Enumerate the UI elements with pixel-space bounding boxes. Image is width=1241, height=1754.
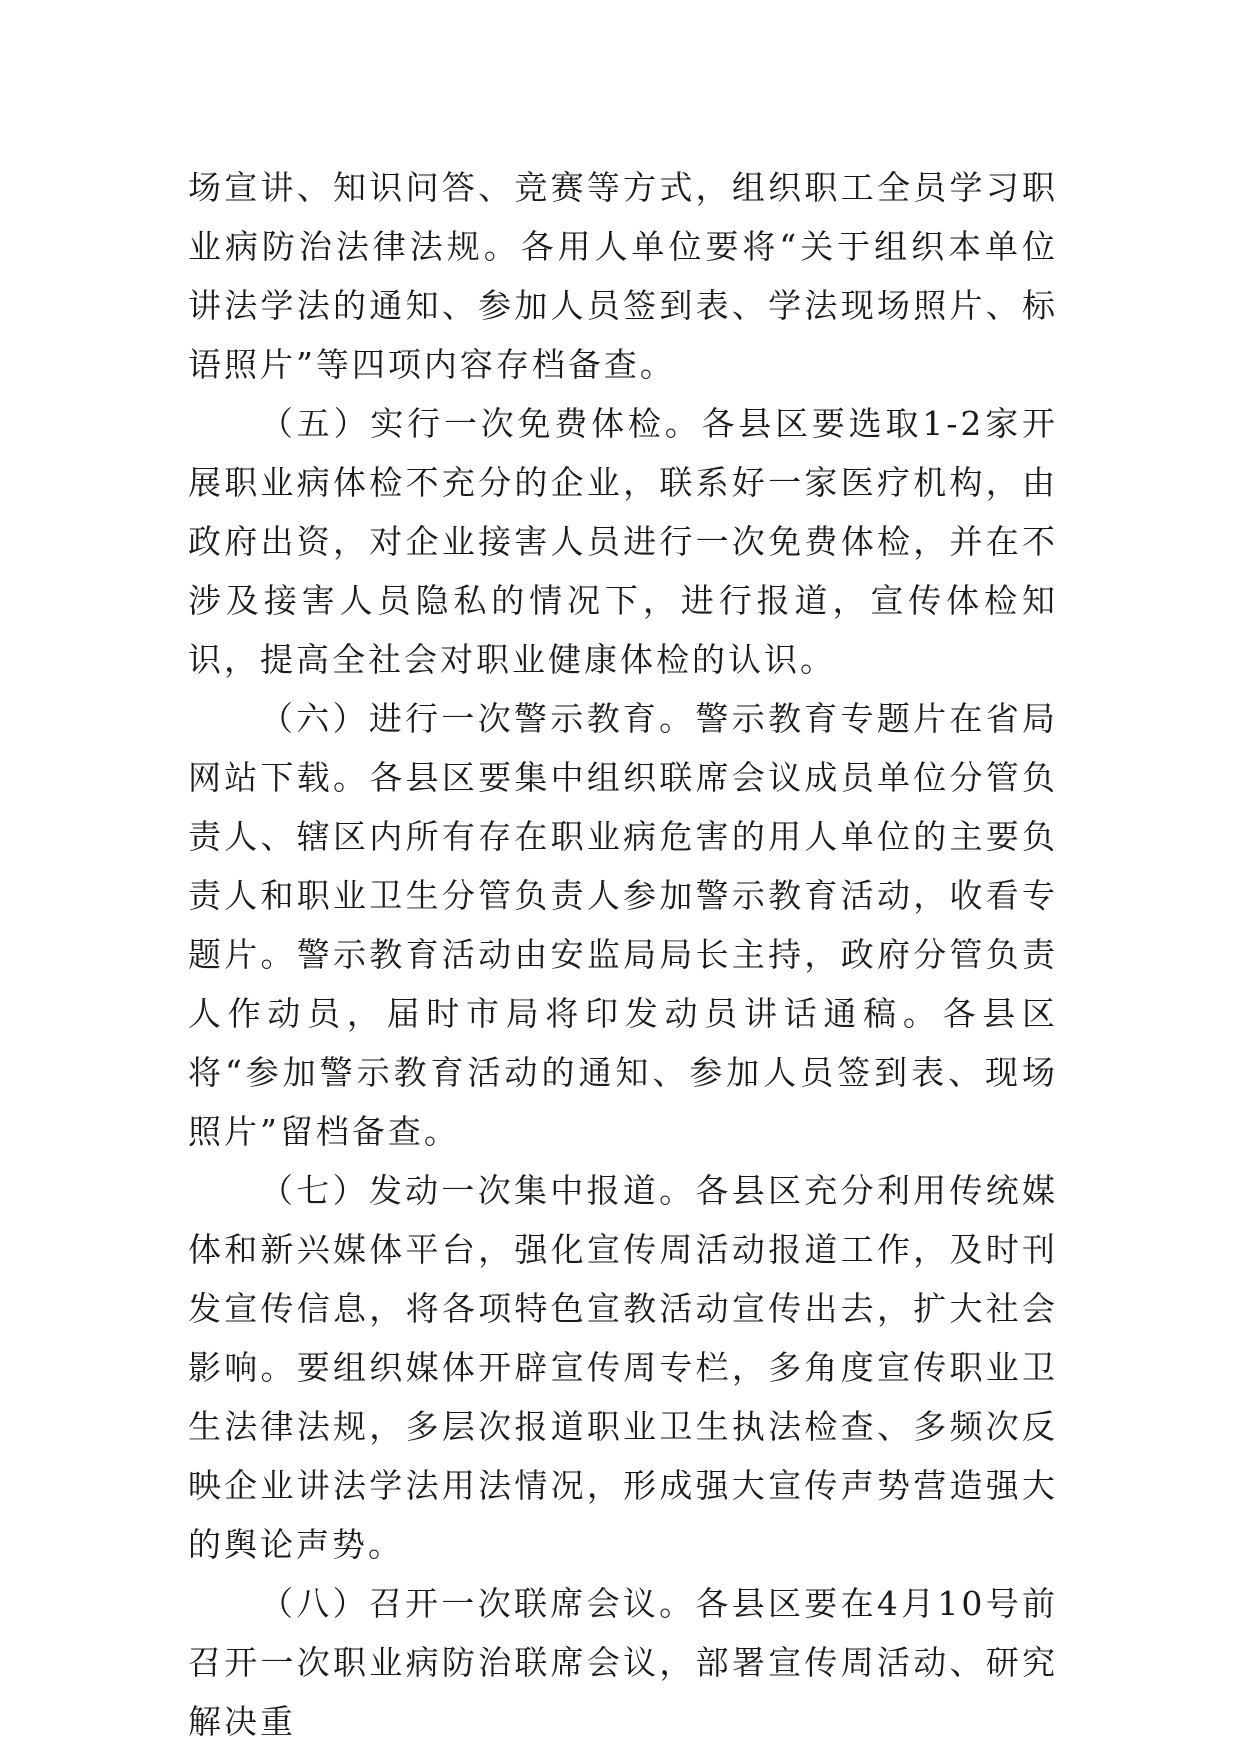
document-body [188,158,1058,1751]
paragraph-item-8: （八）召开一次联席会议。各县区要在4月10号前召开一次职业病防治联席会议，部署宣传周活动、研究解决重 [188,1584,1058,1741]
paragraph-item-7: （七）发动一次集中报道。各县区充分利用传统媒体和新兴媒体平台，强化宣传周活动报道工作，及时刊发宣传信息，将各项特色宣教活动宣传出去，扩大社会影响。要组织媒体开辟宣传周专栏，多角度宣传职业卫生法律法规，多层次报道职业卫生执法检查、多频次反映企业讲法学法用法情况，形成强大宣传声势营造强大的舆论声势。 [188,1171,1058,1564]
paragraph-item-5: （五）实行一次免费体检。各县区要选取1-2家开展职业病体检不充分的企业，联系好一家医疗机构，由政府出资，对企业接害人员进行一次免费体检，并在不涉及接害人员隐私的情况下，进行报道，宣传体检知识，提高全社会对职业健康体检的认识。 [188,404,1058,679]
paragraph-item-6: （六）进行一次警示教育。警示教育专题片在省局网站下载。各县区要集中组织联席会议成员单位分管负责人、辖区内所有存在职业病危害的用人单位的主要负责人和职业卫生分管负责人参加警示教育活动，收看专题片。警示教育活动由安监局局长主持，政府分管负责人作动员，届时市局将印发动员讲话通稿。各县区将“参加警示教育活动的通知、参加人员签到表、现场照片”留档备查。 [188,699,1058,1151]
paragraph-continuation: 场宣讲、知识问答、竞赛等方式，组织职工全员学习职业病防治法律法规。各用人单位要将“关于组织本单位讲法学法的通知、参加人员签到表、学法现场照片、标语照片”等四项内容存档备查。 [188,168,1058,384]
